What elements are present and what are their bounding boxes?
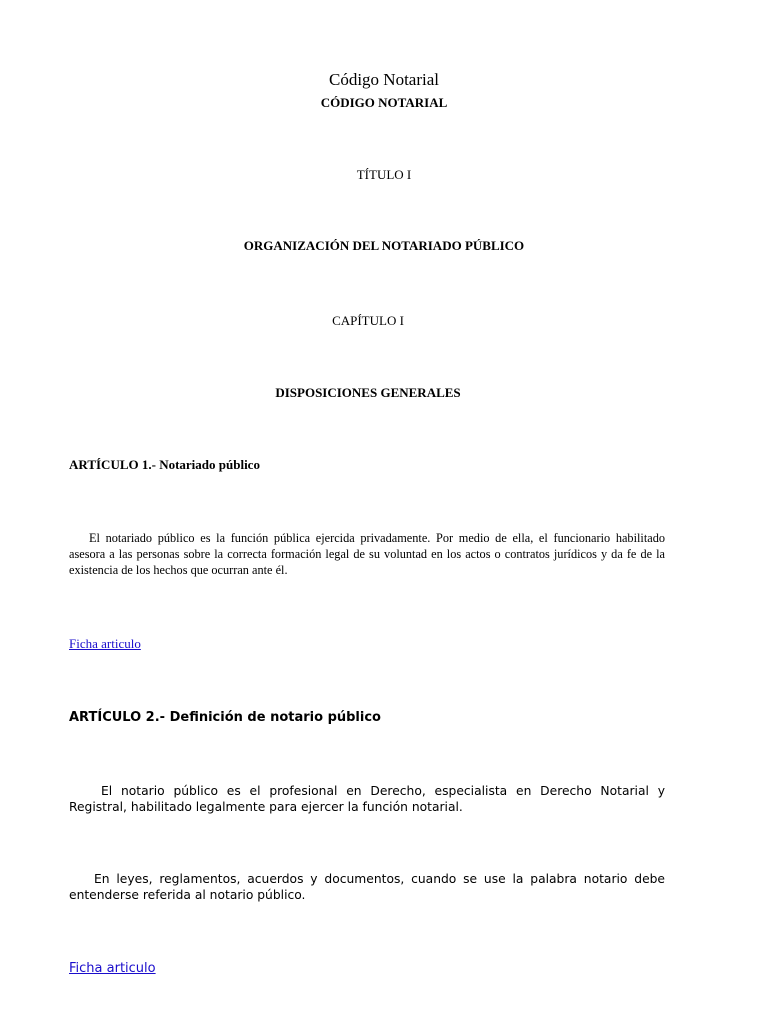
document-title: Código Notarial [328,70,439,89]
document-subtitle: CÓDIGO NOTARIAL [320,95,448,110]
article-1-paragraph: El notariado público es la función pública ejercida privadamente. Por medio de ella, el funcionario habilitado asesora a las personas sobre la correcta formación legal de su voluntad en los actos o contratos jurídicos y da fe de la existencia de los hechos que ocurran ante él. [69,531,665,577]
article-2-heading: ARTÍCULO 2.- Definición de notario público [69,710,381,725]
article-1-heading: ARTÍCULO 1.- Notariado público [69,457,260,472]
article-2-paragraph-2: En leyes, reglamentos, acuerdos y documentos, cuando se use la palabra notario debe entenderse referida al notario público. [69,872,665,902]
titulo-heading: TÍTULO I [356,167,412,182]
article-1-ficha-link[interactable]: Ficha articulo [69,636,141,651]
capitulo-heading: CAPÍTULO I [332,313,404,328]
article-2-paragraph-1: El notario público es el profesional en Derecho, especialista en Derecho Notarial y Registral, habilitado legalmente para ejercer la función notarial. [69,784,665,814]
article-2-ficha-link[interactable]: Ficha articulo [69,961,156,976]
titulo-name: ORGANIZACIÓN DEL NOTARIADO PÚBLICO [243,238,525,253]
capitulo-name: DISPOSICIONES GENERALES [275,385,461,400]
